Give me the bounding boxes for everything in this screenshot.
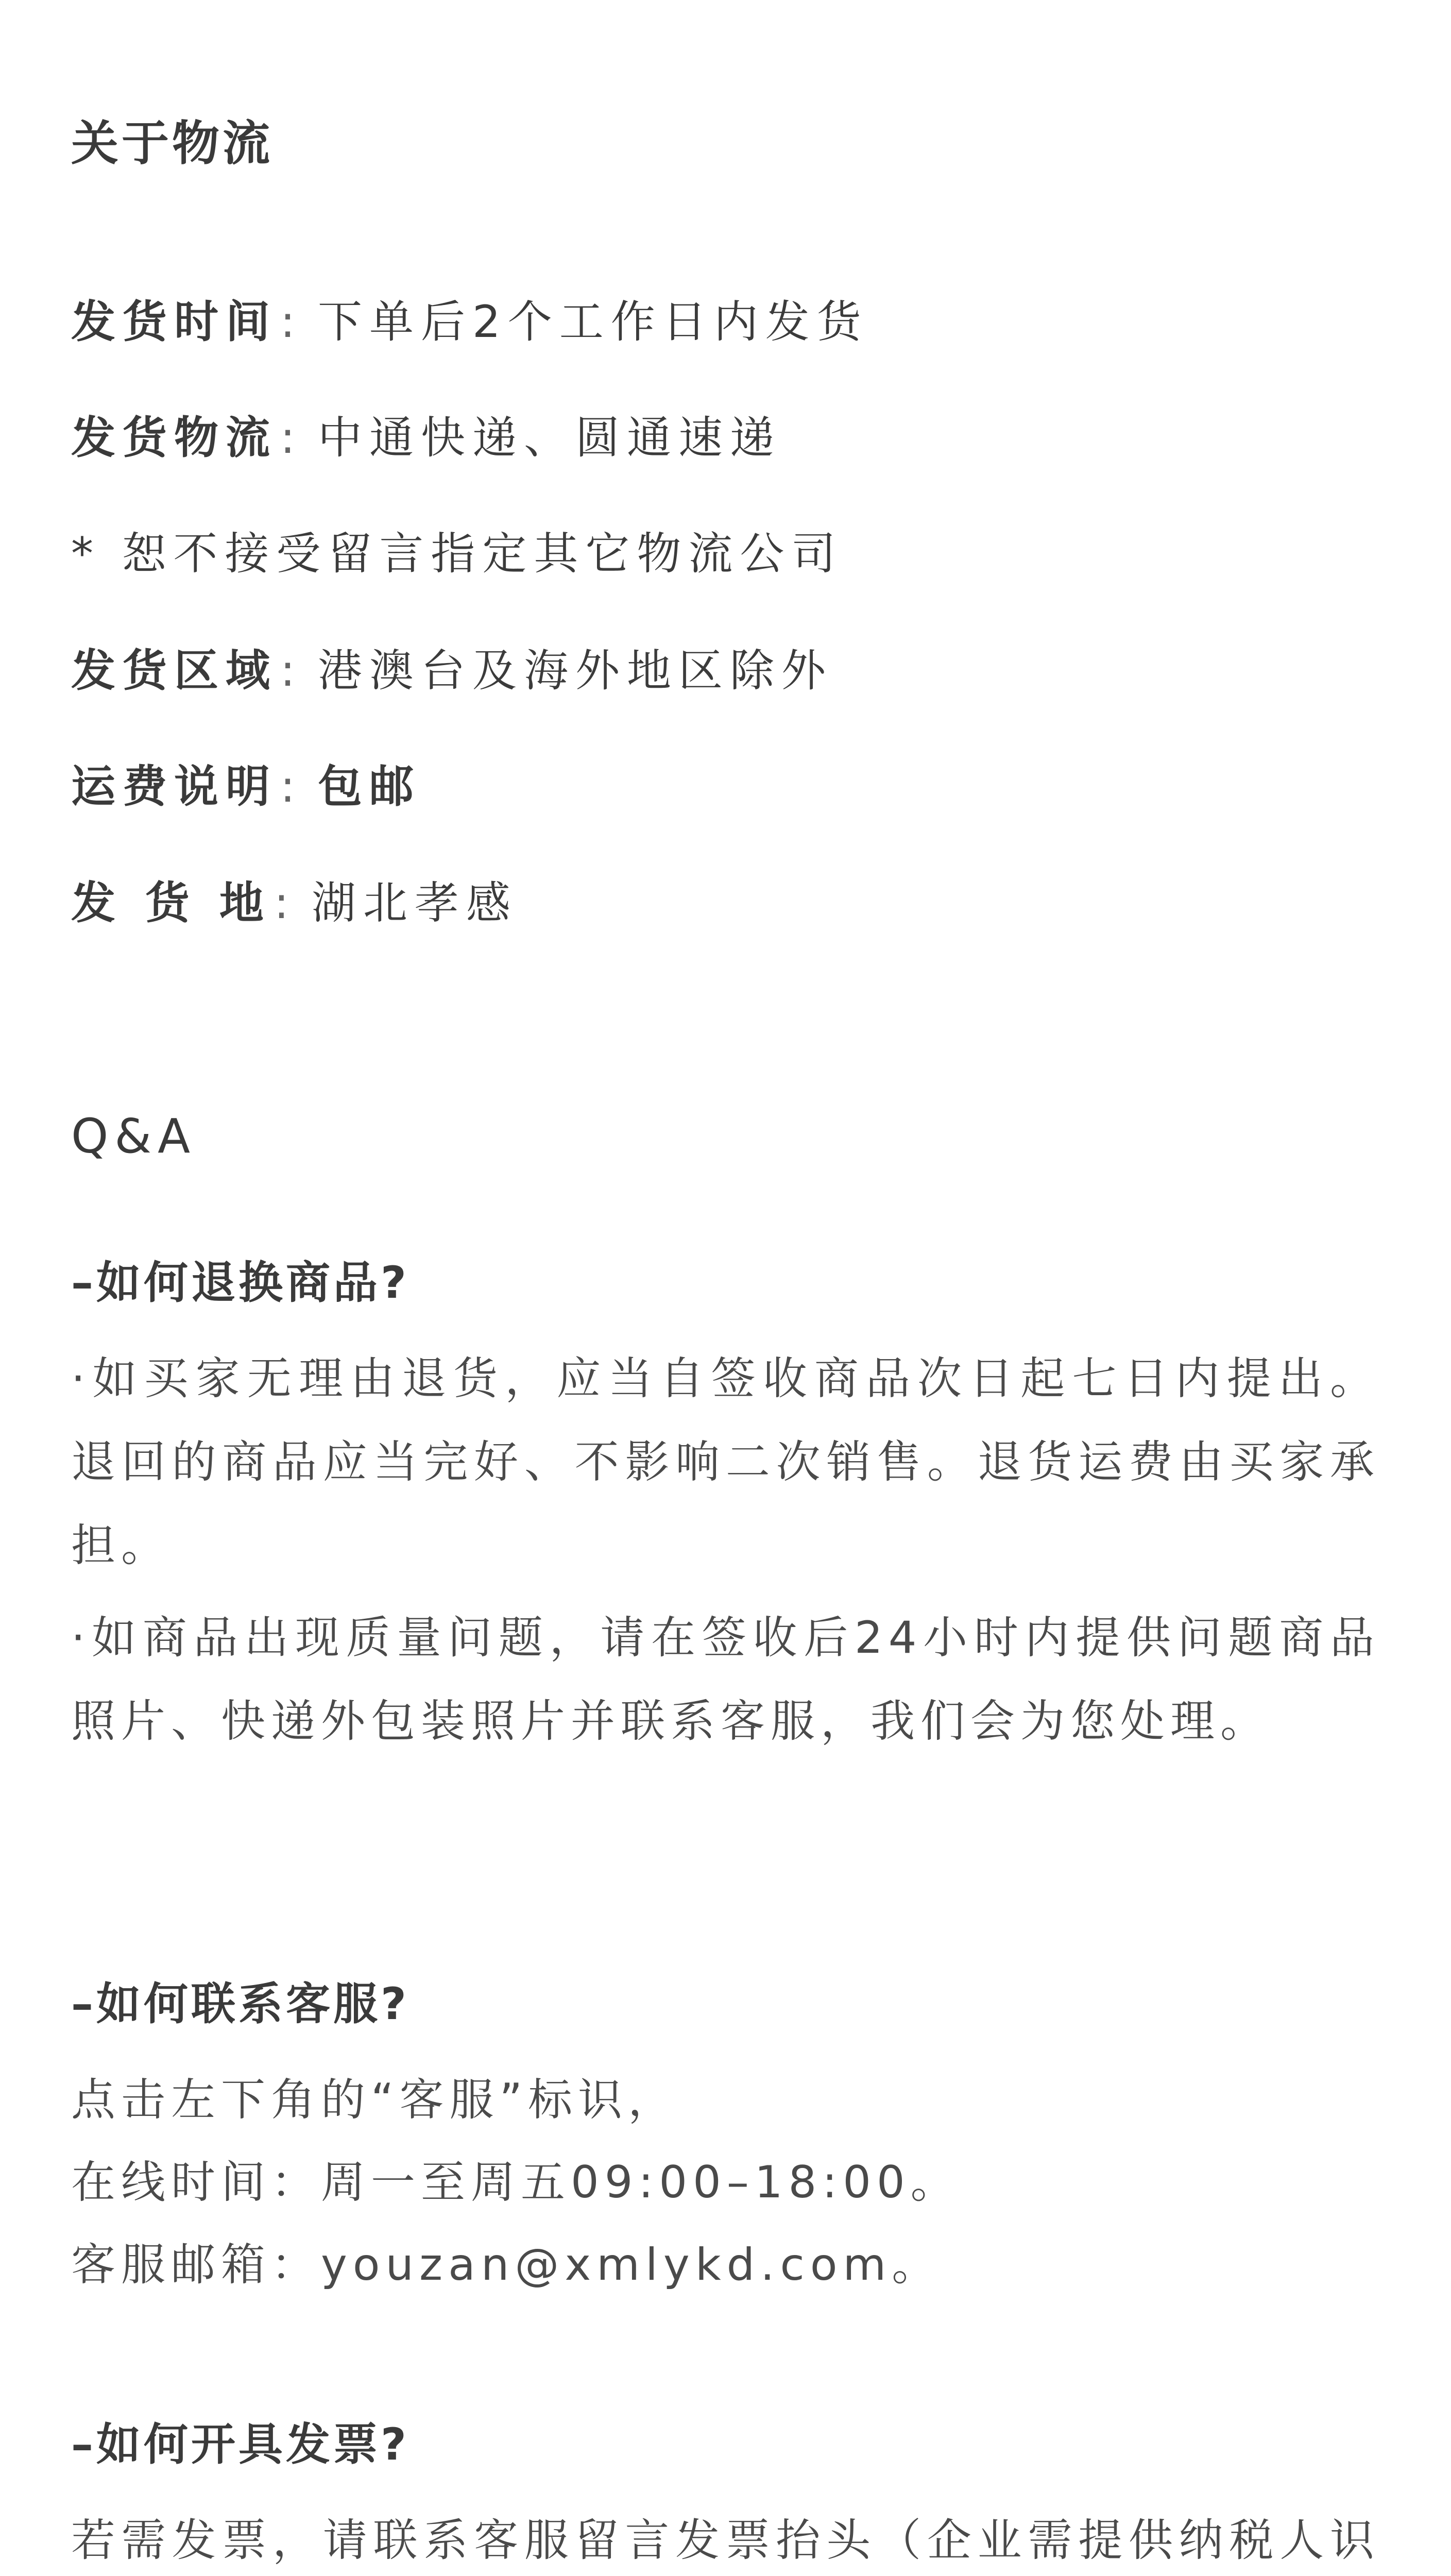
row-value: 包邮 [317, 761, 421, 812]
row-sep: : [274, 877, 296, 929]
row-key: 发货物流 [71, 412, 277, 464]
row-key: 运费说明 [71, 761, 277, 812]
row-key: 发货区域 [71, 645, 277, 697]
logistics-row-shipping-fee [71, 751, 421, 815]
row-key: 发 货 地 [71, 877, 271, 929]
row-value: 港澳台及海外地区除外 [317, 645, 833, 697]
logistics-row-carrier [71, 402, 781, 466]
logistics-note: * 恕不接受留言指定其它物流公司 [71, 528, 843, 580]
row-value: 下单后2个工作日内发货 [317, 296, 868, 348]
row-sep: : [280, 296, 302, 348]
row-sep: : [280, 412, 302, 464]
qa-question-returns: –如何退换商品? [71, 1257, 409, 1309]
logistics-row-ship-time [71, 286, 868, 350]
qa-question-contact: –如何联系客服? [71, 1978, 409, 2030]
qa-question-invoice: –如何开具发票? [71, 2419, 409, 2470]
row-value: 湖北孝感 [311, 877, 518, 929]
qa-contact-line-1: 点击左下角的“客服”标识， [71, 2074, 678, 2126]
logistics-row-origin [71, 867, 518, 931]
qa-contact-line-2: 在线时间：周一至周五09:00–18:00。 [71, 2157, 961, 2208]
qa-answer-returns-2: ·如商品出现质量问题，请在签收后24小时内提供问题商品照片、快递外包装照片并联系客服，我们会为您处理。 [71, 1612, 1380, 1747]
row-key: 发货时间 [71, 296, 277, 348]
qa-title: Q&A [71, 1109, 197, 1164]
logistics-row-region [71, 635, 833, 699]
qa-answer-invoice: 若需发票，请联系客服留言发票抬头（企业需提供纳税人识 [71, 2515, 1380, 2566]
qa-answer-returns-1: ·如买家无理由退货，应当自签收商品次日起七日内提出。退回的商品应当完好、不影响二次销售。退货运费由买家承担。 [71, 1353, 1380, 1571]
qa-contact-line-3: 客服邮箱：youzan@xmlykd.com。 [71, 2239, 942, 2291]
row-sep: : [280, 645, 302, 697]
row-value: 中通快递、圆通速递 [317, 412, 781, 464]
row-sep: : [280, 761, 302, 812]
logistics-title: 关于物流 [71, 116, 274, 171]
